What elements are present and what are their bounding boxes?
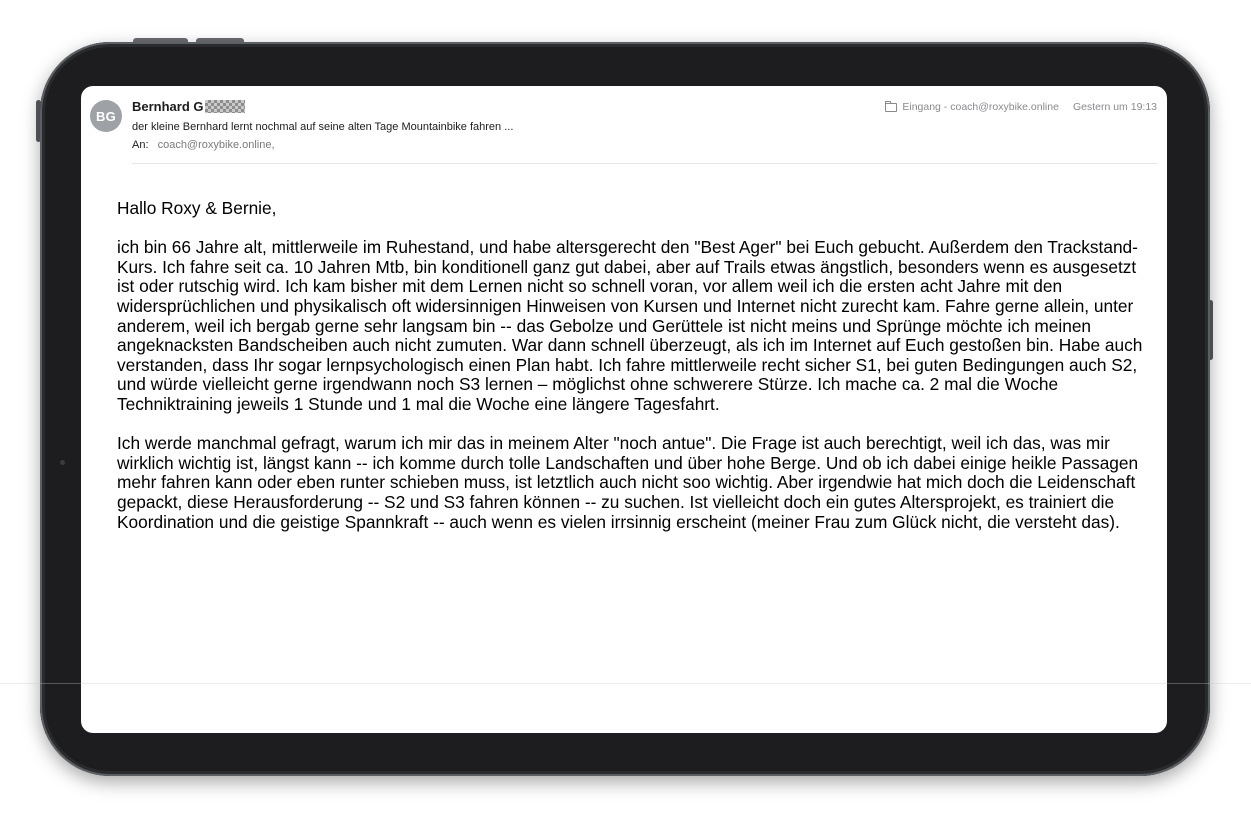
redacted-surname (205, 100, 245, 113)
sender-name: Bernhard G (132, 99, 204, 114)
recipients-label: An: (132, 139, 149, 151)
email-body (117, 199, 1157, 552)
screen-reflection (0, 683, 1251, 684)
folder-icon (885, 103, 897, 112)
avatar[interactable]: BG (90, 100, 122, 132)
sender[interactable] (132, 99, 245, 114)
body-paragraph-1: ich bin 66 Jahre alt, mittlerweile im Ruhestand, und habe altersgerecht den "Best Ager" bei Euch gebucht. Außerdem den Trackstand-Kurs. Ich fahre seit ca. 10 Jahren Mtb, bin konditionell ganz gut dabei, aber auf Trails etwas ängstlich, besonders wenn es ausgesetzt ist oder rutschig wird. Ich kam bisher mit dem Lernen nicht so schnell voran, vor allem weil ich die ersten acht Jahre mit den widersprüchlichen und physikalisch oft widersinnigen Hinweisen von Kursen und Internet nicht zurecht kam. Fahre gerne allein, unter anderem, weil ich bergab gerne sehr langsam bin -- das Gebolze und Gerüttele ist nicht meins und Sprünge möchte ich meinen angeknacksten Bandscheiben auch nicht zumuten. War dann schnell überzeugt, als ich im Internet auf Euch gestoßen bin. Habe auch verstanden, dass Ihr sogar lernpsychologisch einen Plan habt. Ich fahre mittlerweile recht sicher S1, bei guten Bedingungen auch S2, und würde vielleicht gerne irgendwann noch S3 lernen – möglichst ohne schwerere Stürze. Ich mache ca. 2 mal die Woche Techniktraining jeweils 1 Stunde und 1 mal die Woche eine längere Tagesfahrt. (117, 237, 1143, 414)
mailbox-label[interactable]: Eingang - coach@roxybike.online (902, 101, 1059, 113)
mail-screen (81, 86, 1167, 733)
email-subject: der kleine Bernhard lernt nochmal auf seine alten Tage Mountainbike fahren ... (132, 121, 514, 133)
body-paragraph-2: Ich werde manchmal gefragt, warum ich mir das in meinem Alter "noch antue". Die Frage ist auch berechtigt, weil ich das, was mir wirklich wichtig ist, längst kann -- ich komme durch tolle Landschaften und über hohe Berge. Und ob ich dabei einige heikle Passagen mehr fahren kann oder eben runter schieben muss, ist letztlich auch nicht soo wichtig. Aber irgendwie hat mich doch die Leidenschaft gepackt, diese Herausforderung -- S2 und S3 fahren können -- zu suchen. Ist vielleicht doch ein gutes Altersprojekt, es trainiert die Koordination und die geistige Spannkraft -- auch wenn es vielen irrsinnig erscheint (meiner Frau zum Glück nicht, die versteht das). (117, 433, 1139, 532)
recipient-address[interactable]: coach@roxybike.online, (157, 139, 275, 151)
email-meta (885, 101, 1157, 113)
header-divider (132, 163, 1157, 164)
recipients-line (132, 139, 275, 151)
greeting: Hallo Roxy & Bernie, (117, 198, 277, 218)
email-date: Gestern um 19:13 (1072, 101, 1157, 113)
